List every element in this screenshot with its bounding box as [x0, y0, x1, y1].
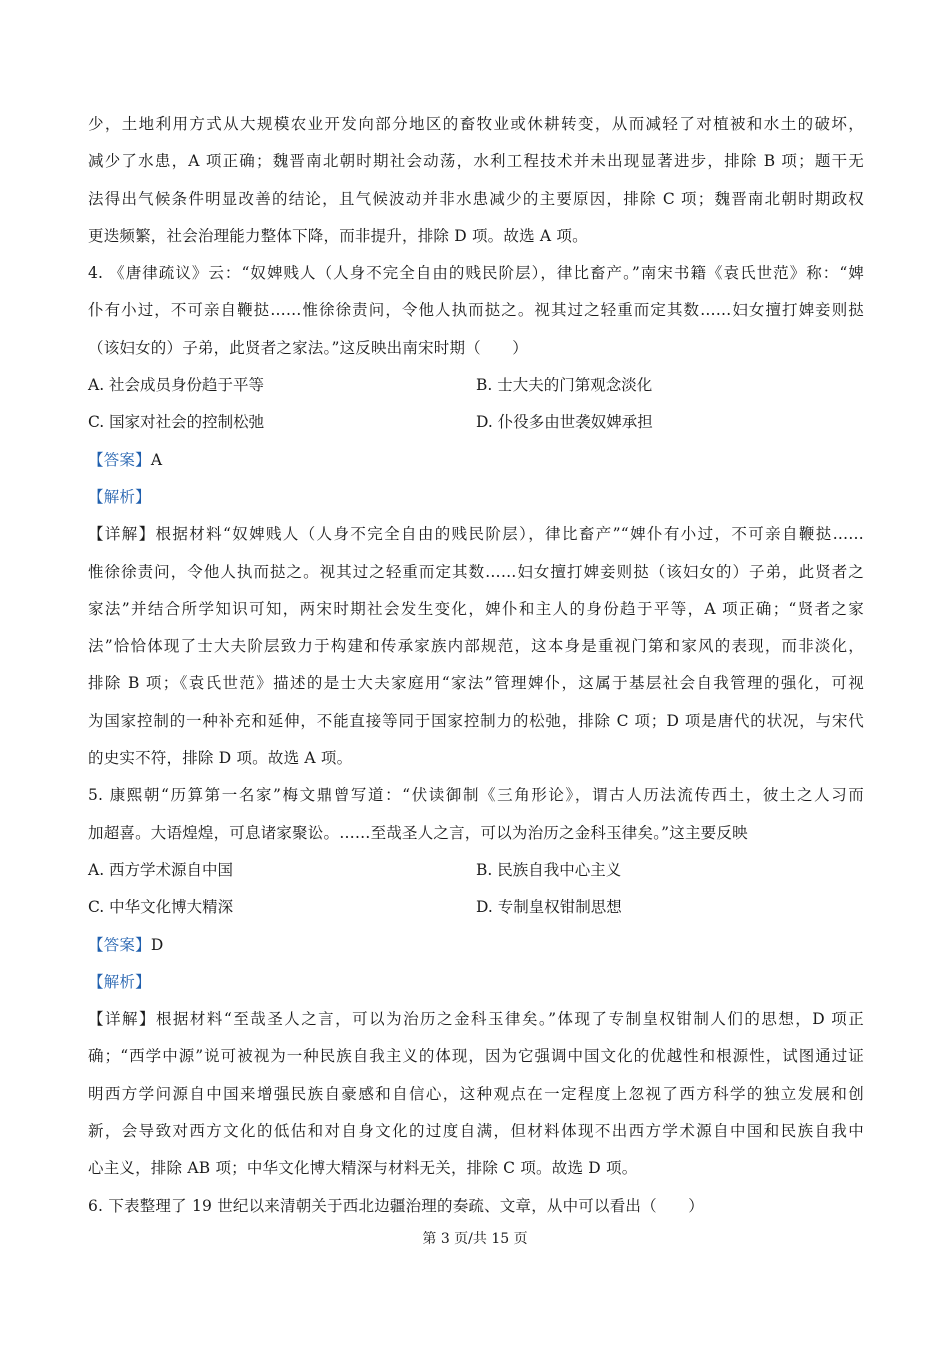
analysis-line	[88, 964, 864, 1001]
question-stem-line: 4. 《唐律疏议》云：“奴婢贱人（人身不完全自由的贱民阶层），律比畜产。”南宋书籍《袁氏世范》称：“婢	[88, 264, 864, 283]
answer-value: D	[150, 935, 164, 954]
answer-tag: 【答案】	[88, 935, 151, 954]
detail-line	[88, 516, 864, 553]
analysis-tag: 【解析】	[88, 972, 151, 991]
options-row	[88, 367, 864, 404]
detail-line: 的史实不符，排除 D 项。故选 A 项。	[88, 749, 353, 768]
analysis-line	[88, 479, 864, 516]
question-6	[88, 1188, 864, 1225]
question-stem-line: 加超喜。大语煌煌，可息诸家聚讼。……至哉圣人之言，可以为治历之金科玉律矣。”这主要反映	[88, 823, 748, 842]
page-number: 第 3 页/共 15 页	[422, 1231, 528, 1247]
option-b: B. 民族自我中心主义	[476, 860, 622, 879]
detail-line: 为国家控制的一种补充和延伸，不能直接等同于国家控制力的松弛，排除 C 项；D 项是唐代的状况，与宋代	[88, 711, 864, 730]
option-c: C. 中华文化博大精深	[88, 898, 234, 917]
question-stem-line: 5. 康熙朝“历算第一名家”梅文鼎曾写道：“伏读御制《三角形论》，谓古人历法流传西土，彼土之人习而	[88, 786, 864, 805]
question-5	[88, 777, 864, 1187]
option-b: B. 士大夫的门第观念淡化	[476, 376, 653, 395]
analysis-tag: 【解析】	[88, 487, 151, 506]
question-stem-line: （该妇女的）子弟，此贤者之家法。”这反映出南宋时期（ ）	[88, 338, 528, 357]
detail-line: 惟徐徐责问，令他人执而挞之。视其过之轻重而定其数……妇女擅打婢妾则挞（该妇女的）子弟，此贤者之	[88, 562, 864, 581]
paragraph-line: 少，土地利用方式从大规模农业开发向部分地区的畜牧业或休耕转变，从而减轻了对植被和水土的破坏，	[88, 115, 864, 133]
previous-answer-continuation	[88, 106, 864, 255]
answer-value: A	[150, 450, 163, 469]
options-row	[88, 889, 864, 926]
option-c: C. 国家对社会的控制松弛	[88, 413, 265, 432]
option-d: D. 仆役多由世袭奴婢承担	[476, 413, 653, 432]
detail-line	[88, 1001, 864, 1038]
document-page	[88, 106, 864, 1225]
detail-text: 根据材料“至哉圣人之言，可以为治历之金科玉律矣。”体现了专制皇权钳制人们的思想，D 项正	[155, 1010, 864, 1029]
paragraph-line: 法得出气候条件明显改善的结论，且气候波动并非水患减少的主要原因，排除 C 项；魏晋南北朝时期政权	[88, 189, 864, 208]
detail-line: 确；“西学中源”说可被视为一种民族自我主义的体现，因为它强调中国文化的优越性和根源性，试图通过证	[88, 1047, 864, 1066]
detail-line: 明西方学问源自中国来增强民族自豪感和自信心，这种观点在一定程度上忽视了西方科学的独立发展和创	[88, 1084, 864, 1103]
question-stem-line: 仆有小过，不可亲自鞭挞……惟徐徐责问，令他人执而挞之。视其过之轻重而定其数……妇女擅打婢妾则挞	[88, 301, 864, 320]
question-stem-line: 6. 下表整理了 19 世纪以来清朝关于西北边疆治理的奏疏、文章，从中可以看出（ ）	[88, 1196, 704, 1215]
paragraph-line: 更迭频繁，社会治理能力整体下降，而非提升，排除 D 项。故选 A 项。	[88, 226, 588, 245]
detail-line: 家法”并结合所学知识可知，两宋时期社会发生变化，婢仆和主人的身份趋于平等，A 项正确；“贤者之家	[88, 599, 864, 618]
paragraph-line: 减少了水患，A 项正确；魏晋南北朝时期社会动荡，水利工程技术并未出现显著进步，排除 B 项；题干无	[88, 152, 864, 171]
detail-line: 新，会导致对西方文化的低估和对自身文化的过度自满，但材料体现不出西方学术源自中国和民族自我中	[88, 1122, 864, 1141]
detail-line: 心主义，排除 AB 项；中华文化博大精深与材料无关，排除 C 项。故选 D 项。	[88, 1159, 638, 1178]
option-a: A. 社会成员身份趋于平等	[88, 376, 265, 395]
detail-line: 法”恰恰体现了士大夫阶层致力于构建和传承家族内部规范，这本身是重视门第和家风的表现，而非淡化，	[88, 637, 864, 656]
options-row	[88, 404, 864, 441]
detail-line: 排除 B 项；《袁氏世范》描述的是士大夫家庭用“家法”管理婢仆，这属于基层社会自我管理的强化，可视	[88, 674, 864, 693]
option-d: D. 专制皇权钳制思想	[476, 898, 622, 917]
detail-tag: 【详解】	[88, 525, 156, 544]
answer-line	[88, 442, 864, 479]
options-row	[88, 852, 864, 889]
answer-line	[88, 927, 864, 964]
detail-tag: 【详解】	[88, 1010, 156, 1029]
question-4	[88, 255, 864, 777]
option-a: A. 西方学术源自中国	[88, 860, 234, 879]
answer-tag: 【答案】	[88, 450, 151, 469]
detail-text: 根据材料“奴婢贱人（人身不完全自由的贱民阶层），律比畜产”“婢仆有小过，不可亲自鞭挞……	[155, 525, 864, 544]
